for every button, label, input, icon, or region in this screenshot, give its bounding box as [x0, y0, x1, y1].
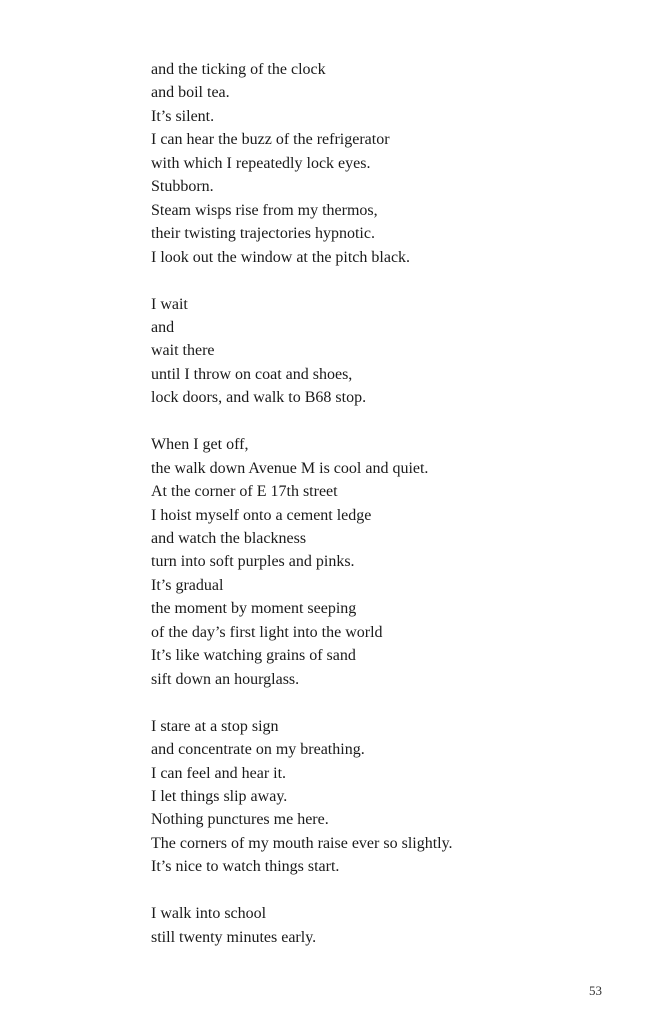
stanza-4 [151, 715, 621, 879]
poem-line: and the ticking of the clock [151, 61, 326, 78]
poem-line: the moment by moment seeping [151, 600, 357, 618]
poem-line: wait there [151, 342, 215, 360]
poem-line: Stubborn. [151, 178, 214, 196]
poem-line: and [151, 318, 175, 336]
poem-line: with which I repeatedly lock eyes. [151, 154, 371, 172]
poem-line: At the corner of E 17th street [151, 483, 338, 501]
poem-line: I can feel and hear it. [151, 764, 287, 782]
poem-line: turn into soft purples and pinks. [151, 553, 355, 571]
stanza-3 [151, 433, 621, 691]
poem-line: and boil tea. [151, 84, 230, 102]
poem-line: Steam wisps rise from my thermos, [151, 201, 378, 219]
poem-line: It’s like watching grains of sand [151, 647, 356, 665]
poem-body [151, 58, 621, 973]
poem-line: and watch the blackness [151, 530, 307, 548]
poem-line: I hoist myself onto a cement ledge [151, 506, 372, 524]
poem-line: lock doors, and walk to B68 stop. [151, 389, 367, 407]
stanza-5 [151, 902, 621, 949]
poem-line: It’s silent. [151, 107, 215, 125]
poem-line: still twenty minutes early. [151, 928, 317, 946]
poem-line: I can hear the buzz of the refrigerator [151, 131, 390, 149]
poem-line: I wait [151, 295, 188, 313]
poem-line: The corners of my mouth raise ever so slightly. [151, 834, 453, 852]
poem-line: the walk down Avenue M is cool and quiet. [151, 459, 429, 477]
poem-line: It’s nice to watch things start. [151, 858, 340, 876]
poem-line: I stare at a stop sign [151, 717, 279, 735]
poem-line: It’s gradual [151, 576, 224, 594]
poem-line: I let things slip away. [151, 788, 288, 805]
poem-line: of the day’s first light into the world [151, 623, 383, 641]
stanza-1 [151, 58, 621, 269]
stanza-2 [151, 293, 621, 410]
poem-line: I walk into school [151, 905, 267, 923]
poem-line: I look out the window at the pitch black. [151, 248, 411, 266]
poem-line: and concentrate on my breathing. [151, 741, 365, 759]
poem-line: Nothing punctures me here. [151, 811, 329, 829]
poem-line: sift down an hourglass. [151, 670, 300, 688]
poem-line: their twisting trajectories hypnotic. [151, 225, 375, 243]
page-number: 53 [589, 983, 602, 998]
poem-line: until I throw on coat and shoes, [151, 365, 353, 383]
poem-line: When I get off, [151, 436, 249, 454]
